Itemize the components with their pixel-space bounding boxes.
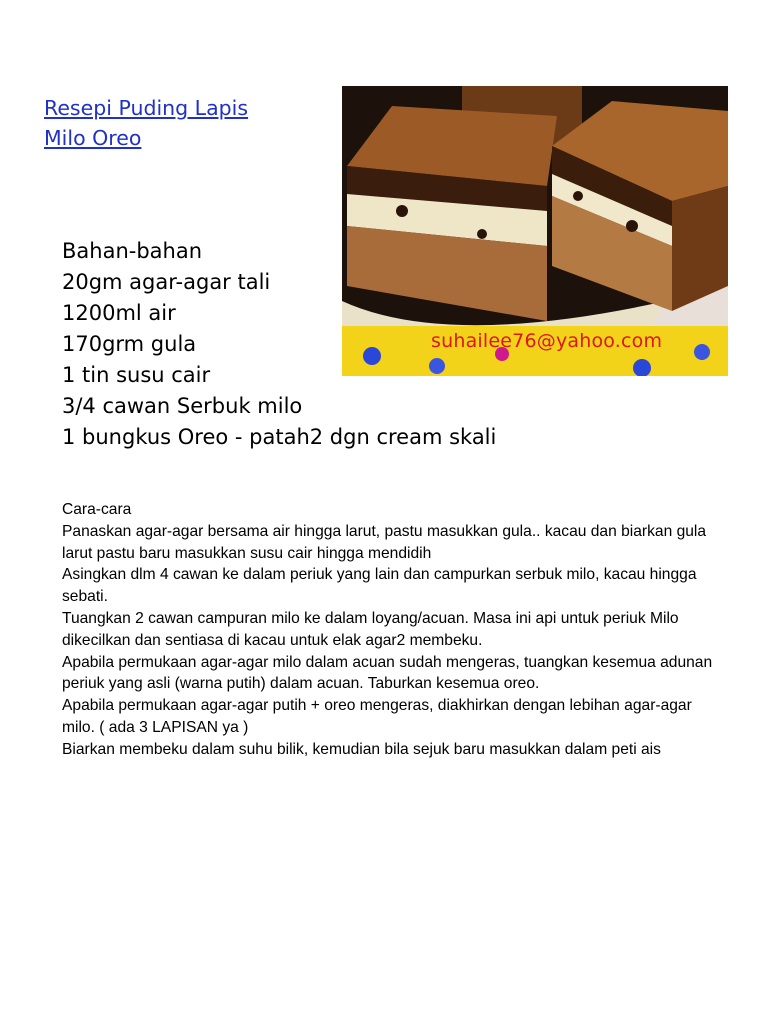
ingredient-item: 1200ml air: [62, 301, 176, 325]
ingredient-item: 3/4 cawan Serbuk milo: [62, 394, 303, 418]
ingredient-item: 1 bungkus Oreo - patah2 dgn cream skali: [62, 425, 497, 449]
recipe-title-line-1[interactable]: Resepi Puding Lapis: [44, 96, 249, 120]
recipe-title-line-2[interactable]: Milo Oreo: [44, 126, 142, 150]
ingredient-item: 170grm gula: [62, 332, 197, 356]
method-step: Apabila permukaan agar-agar putih + oreo mengeras, diakhirkan dengan lebihan agar-agar milo. ( ada 3 LAPISAN ya ): [62, 697, 692, 736]
method-step: Asingkan dlm 4 cawan ke dalam periuk yang lain dan campurkan serbuk milo, kacau hingga sebati.: [62, 566, 697, 606]
photo-watermark: suhailee76@yahoo.com: [431, 330, 663, 352]
method-heading: Cara-cara: [62, 501, 132, 518]
method-step: Biarkan membeku dalam suhu bilik, kemudian bila sejuk baru masukkan dalam peti ais: [62, 740, 661, 758]
method-section: [62, 499, 722, 761]
method-step: Apabila permukaan agar-agar milo dalam acuan sudah mengeras, tuangkan kesemua adunan periuk yang asli (warna putih) dalam acuan. Taburkan kesemua oreo.: [62, 653, 713, 693]
recipe-title[interactable]: [44, 93, 324, 153]
ingredient-item: 1 tin susu cair: [62, 363, 211, 387]
ingredient-item: 20gm agar-agar tali: [62, 270, 271, 294]
ingredients-heading: Bahan-bahan: [62, 239, 203, 263]
ingredients-section: [62, 236, 532, 453]
method-step: Tuangkan 2 cawan campuran milo ke dalam loyang/acuan. Masa ini api untuk periuk Milo dikecilkan dan sentiasa di kacau untuk elak agar2 membeku.: [62, 609, 679, 649]
method-step: Panaskan agar-agar bersama air hingga larut, pastu masukkan gula.. kacau dan biarkan gula larut pastu baru masukkan susu cair hingga mendidih: [62, 522, 707, 562]
